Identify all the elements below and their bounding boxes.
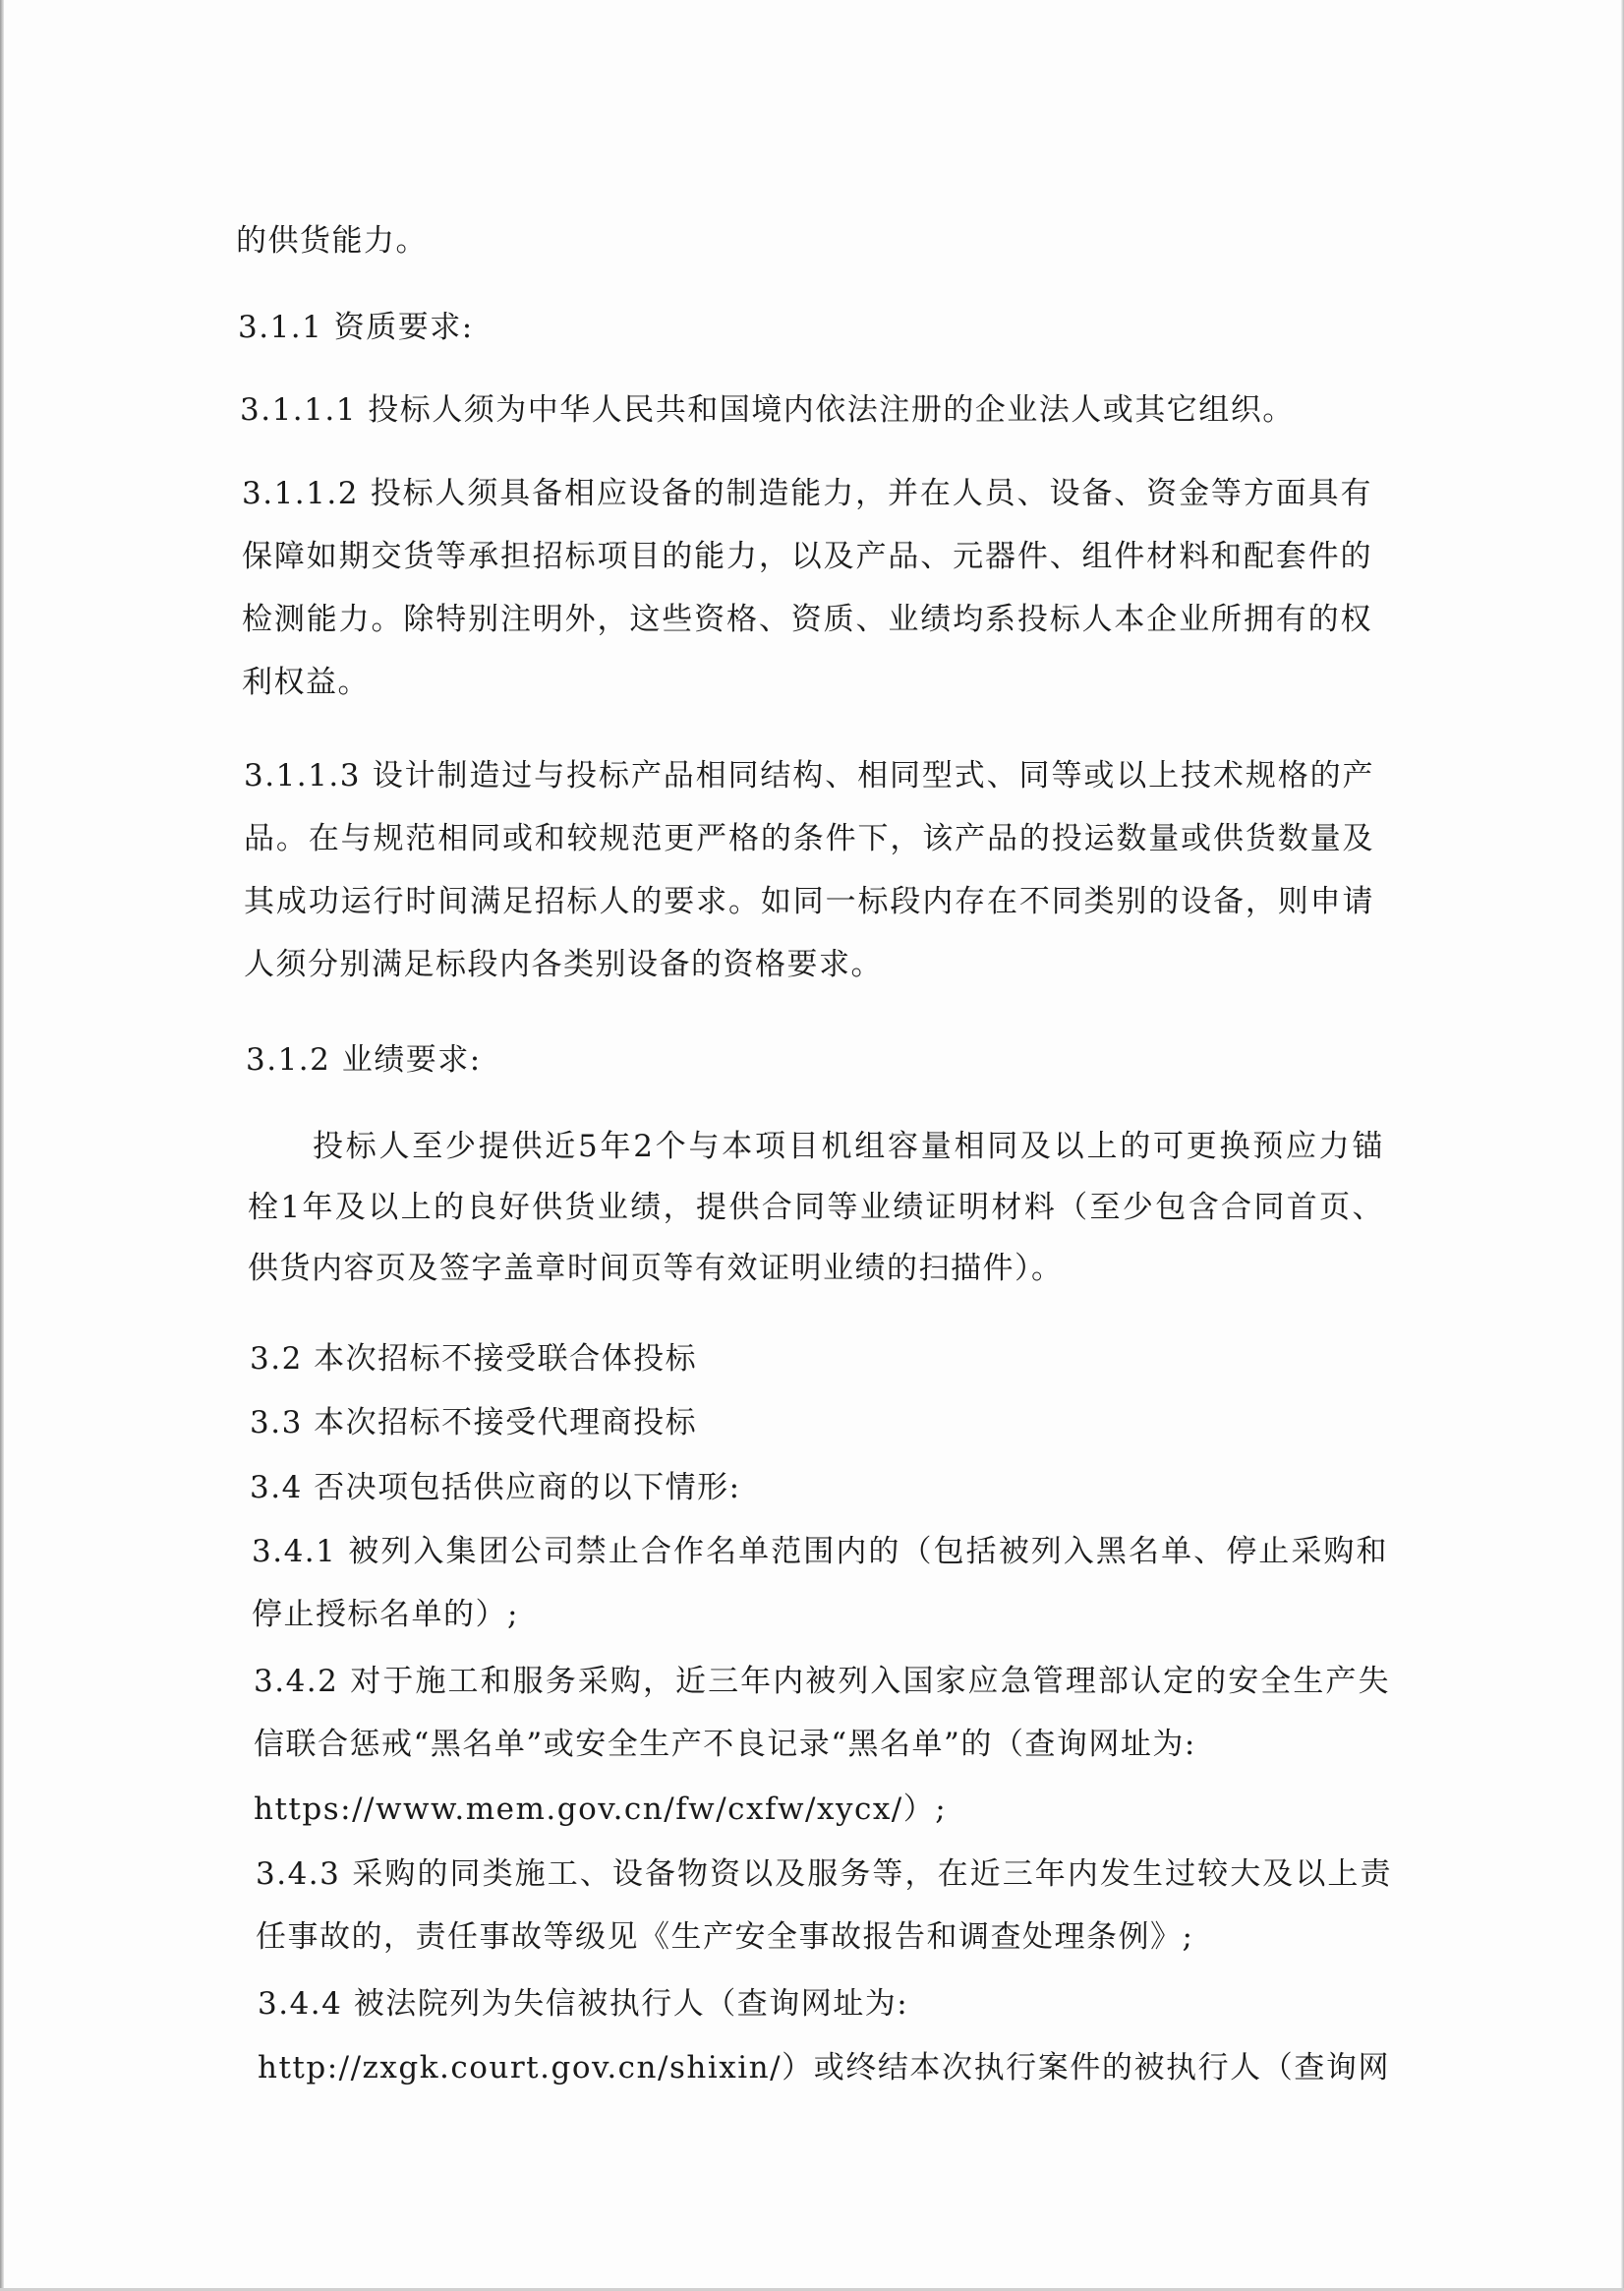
text-line-1: 的供货能力。: [236, 223, 428, 259]
clause-3-4-3-line-1: 3.4.3 采购的同类施工、设备物资以及服务等，在近三年内发生过较大及以上责: [256, 1856, 1392, 1892]
clause-3-3: 3.3 本次招标不接受代理商投标: [250, 1405, 698, 1440]
clause-3-4-1-line-1: 3.4.1 被列入集团公司禁止合作名单范围内的（包括被列入黑名单、停止采购和: [252, 1534, 1388, 1569]
clause-3-4-1-line-2: 停止授标名单的）;: [252, 1597, 519, 1632]
clause-3-1-1-3-line-4: 人须分别满足标段内各类别设备的资格要求。: [244, 947, 883, 982]
clause-3-2: 3.2 本次招标不接受联合体投标: [250, 1341, 698, 1377]
clause-3-4-3-line-2: 任事故的，责任事故等级见《生产安全事故报告和调查处理条例》;: [256, 1919, 1194, 1955]
clause-3-4-2-line-2: 信联合惩戒“黑名单”或安全生产不良记录“黑名单”的（查询网址为:: [254, 1727, 1196, 1762]
clause-3-1-1-1: 3.1.1.1 投标人须为中华人民共和国境内依法注册的企业法人或其它组织。: [240, 392, 1295, 428]
section-heading-3-1-1: 3.1.1 资质要求:: [238, 310, 474, 345]
clause-3-1-1-2-line-1: 3.1.1.2 投标人须具备相应设备的制造能力，并在人员、设备、资金等方面具有: [242, 476, 1372, 511]
section-heading-3-1-2: 3.1.2 业绩要求:: [246, 1042, 482, 1078]
clause-3-4: 3.4 否决项包括供应商的以下情形:: [250, 1470, 741, 1505]
clause-3-1-1-3-line-2: 品。在与规范相同或和较规范更严格的条件下，该产品的投运数量或供货数量及: [244, 821, 1374, 856]
clause-3-1-1-3-line-3: 其成功运行时间满足招标人的要求。如同一标段内存在不同类别的设备，则申请: [244, 884, 1374, 919]
scan-edge-left: [0, 0, 4, 2291]
performance-req-line-1: 投标人至少提供近5年2个与本项目机组容量相同及以上的可更换预应力锚: [313, 1129, 1384, 1164]
clause-3-4-4-line-1: 3.4.4 被法院列为失信被执行人（查询网址为:: [258, 1986, 909, 2022]
clause-3-4-4-line-2: http://zxgk.court.gov.cn/shixin/）或终结本次执行案件的被执行人（查询网: [258, 2050, 1390, 2085]
clause-3-1-1-2-line-4: 利权益。: [242, 665, 370, 700]
clause-3-1-1-3-line-1: 3.1.1.3 设计制造过与投标产品相同结构、相同型式、同等或以上技术规格的产: [244, 758, 1374, 793]
performance-req-line-2: 栓1年及以上的良好供货业绩，提供合同等业绩证明材料（至少包含合同首页、: [248, 1190, 1384, 1225]
clause-3-4-2-url: https://www.mem.gov.cn/fw/cxfw/xycx/）;: [254, 1792, 948, 1827]
clause-3-1-1-2-line-2: 保障如期交货等承担招标项目的能力，以及产品、元器件、组件材料和配套件的: [242, 539, 1372, 574]
clause-3-1-1-2-line-3: 检测能力。除特别注明外，这些资格、资质、业绩均系投标人本企业所拥有的权: [242, 602, 1372, 637]
performance-req-line-3: 供货内容页及签字盖章时间页等有效证明业绩的扫描件）。: [248, 1251, 1064, 1286]
clause-3-4-2-line-1: 3.4.2 对于施工和服务采购，近三年内被列入国家应急管理部认定的安全生产失: [254, 1664, 1390, 1699]
